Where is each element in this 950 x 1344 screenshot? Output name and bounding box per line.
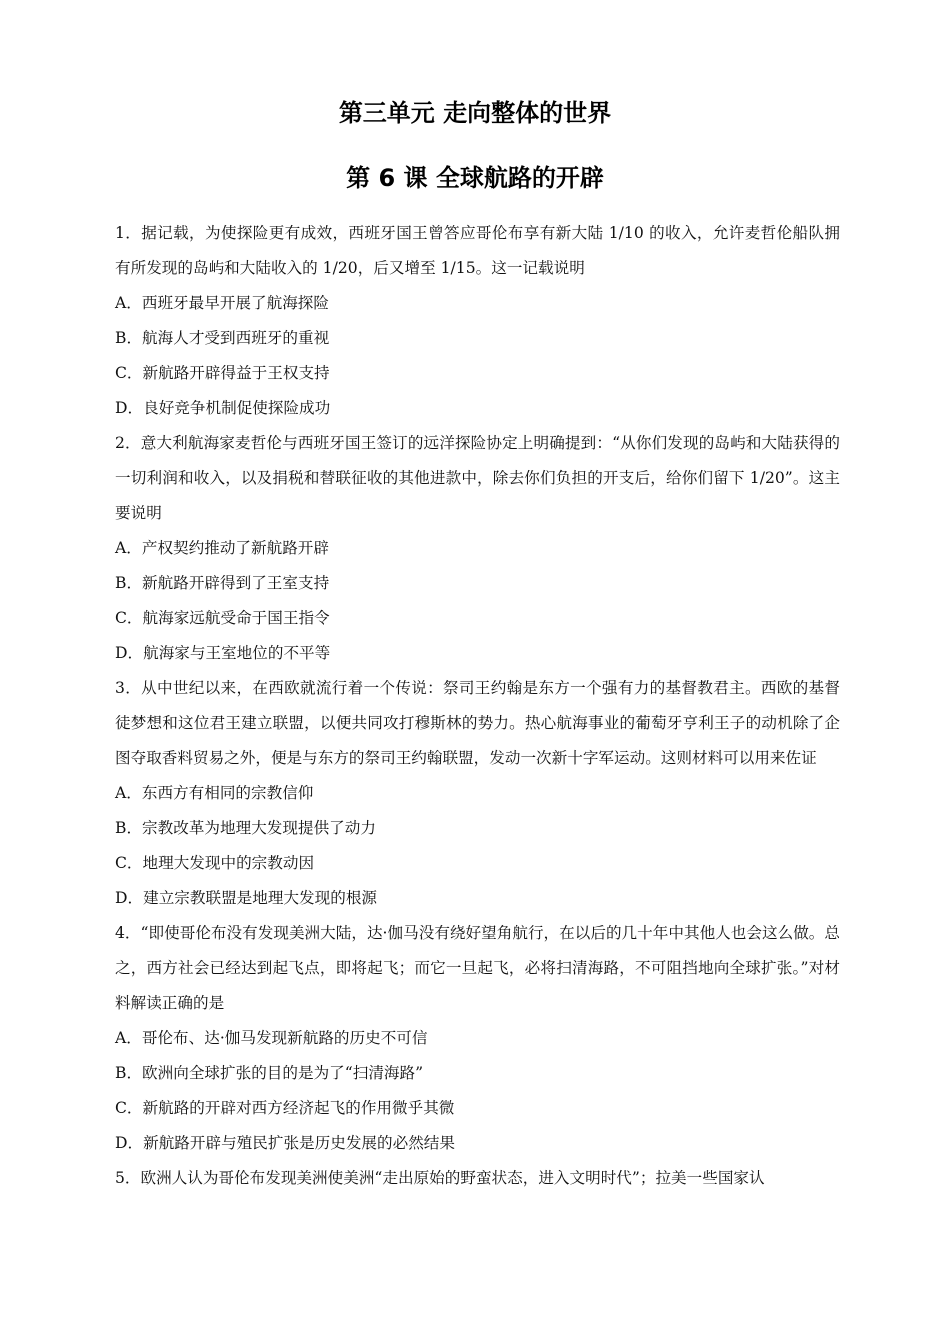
option-d: D．航海家与王室地位的不平等 bbox=[115, 644, 331, 662]
question-stem: 3．从中世纪以来，在西欧就流行着一个传说：祭司王约翰是东方一个强有力的基督教君主。西欧的基督徒梦想和这位君王建立联盟，以便共同攻打穆斯林的势力。热心航海事业的葡萄牙亨利王子的动机除了企图夺取香料贸易之外，便是与东方的祭司王约翰联盟，发动一次新十字军运动。这则材料可以用来佐证 bbox=[115, 679, 840, 767]
question-stem: 2．意大利航海家麦哲伦与西班牙国王签订的远洋探险协定上明确提到：“从你们发现的岛屿和大陆获得的一切利润和收入，以及捐税和替联征收的其他进款中，除去你们负担的开支后，给你们留下 1/20”。这主要说明 bbox=[115, 434, 840, 522]
question-4 bbox=[115, 916, 840, 1161]
option-b: B．欧洲向全球扩张的目的是为了“扫清海路” bbox=[115, 1064, 424, 1082]
option-d: D．建立宗教联盟是地理大发现的根源 bbox=[115, 889, 378, 907]
question-stem: 4．“即使哥伦布没有发现美洲大陆，达·伽马没有绕好望角航行，在以后的几十年中其他人也会这么做。总之，西方社会已经达到起飞点，即将起飞；而它一旦起飞，必将扫清海路，不可阻挡地向全球扩张。”对材料解读正确的是 bbox=[115, 924, 840, 1012]
question-1 bbox=[115, 216, 840, 426]
question-stem: 5．欧洲人认为哥伦布发现美洲使美洲“走出原始的野蛮状态，进入文明时代”；拉美一些国家认 bbox=[115, 1169, 765, 1187]
option-b: B．新航路开辟得到了王室支持 bbox=[115, 574, 330, 592]
option-a: A．哥伦布、达·伽马发现新航路的历史不可信 bbox=[115, 1029, 428, 1047]
option-c: C．航海家远航受命于国王指令 bbox=[115, 609, 330, 627]
lesson-title: 第 6 课 全球航路的开辟 bbox=[346, 164, 604, 192]
option-c: C．新航路的开辟对西方经济起飞的作用微乎其微 bbox=[115, 1099, 455, 1117]
question-3 bbox=[115, 671, 840, 916]
option-c: C．新航路开辟得益于王权支持 bbox=[115, 364, 330, 382]
option-c: C．地理大发现中的宗教动因 bbox=[115, 854, 315, 872]
option-a: A．东西方有相同的宗教信仰 bbox=[115, 784, 314, 802]
option-a: A．产权契约推动了新航路开辟 bbox=[115, 539, 329, 557]
option-b: B．航海人才受到西班牙的重视 bbox=[115, 329, 330, 347]
option-d: D．良好竞争机制促使探险成功 bbox=[115, 399, 331, 417]
option-d: D．新航路开辟与殖民扩张是历史发展的必然结果 bbox=[115, 1134, 455, 1152]
option-a: A．西班牙最早开展了航海探险 bbox=[115, 294, 329, 312]
unit-title: 第三单元 走向整体的世界 bbox=[338, 99, 612, 127]
question-stem: 1．据记载，为使探险更有成效，西班牙国王曾答应哥伦布享有新大陆 1/10 的收入，允许麦哲伦船队拥有所发现的岛屿和大陆收入的 1/20，后又增至 1/15。这一记载说明 bbox=[115, 224, 840, 277]
question-list bbox=[115, 216, 840, 1196]
question-5 bbox=[115, 1161, 840, 1196]
option-b: B．宗教改革为地理大发现提供了动力 bbox=[115, 819, 376, 837]
question-2 bbox=[115, 426, 840, 671]
